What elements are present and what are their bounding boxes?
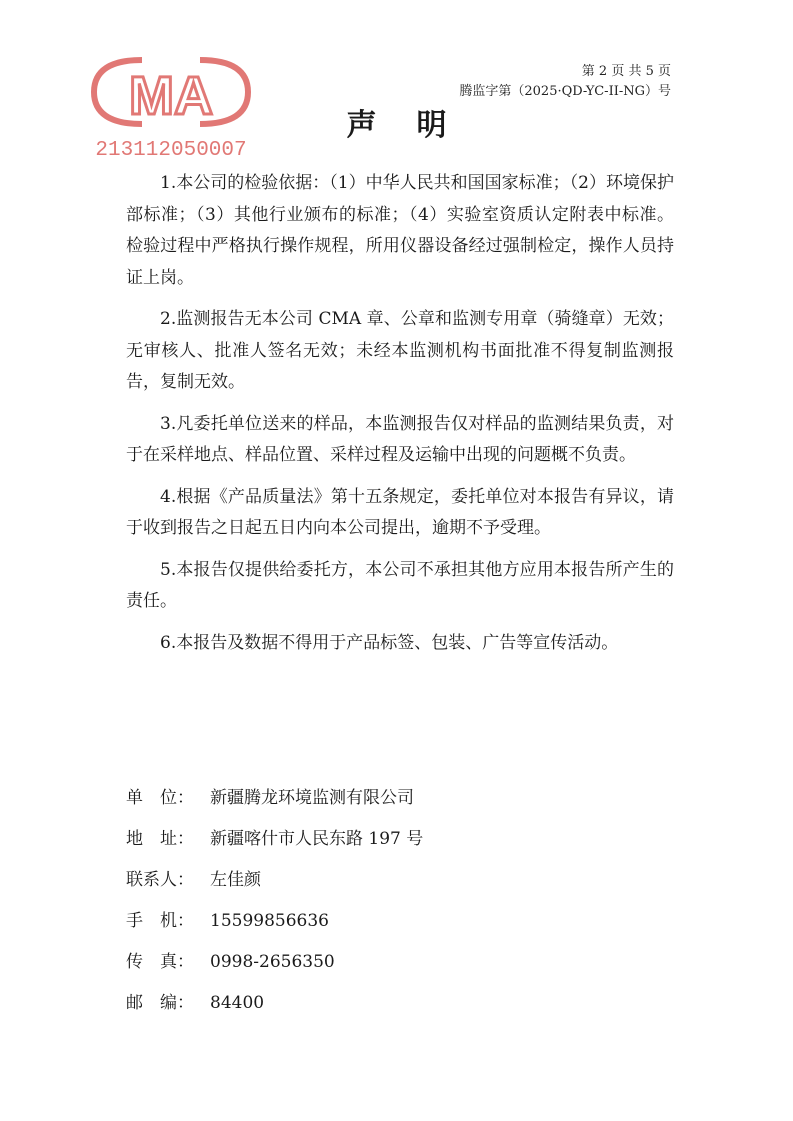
contact-person-row xyxy=(126,860,674,901)
declaration-item-2: 2.监测报告无本公司 CMA 章、公章和监测专用章（骑缝章）无效；无审核人、批准人签名无效；未经本监测机构书面批准不得复制监测报告，复制无效。 xyxy=(126,309,674,392)
contact-fax-value: 0998-2656350 xyxy=(210,952,335,972)
declaration-item-3: 3.凡委托单位送来的样品，本监测报告仅对样品的监测结果负责，对于在采样地点、样品位置、采样过程及运输中出现的问题概不负责。 xyxy=(126,413,674,465)
contact-address-row xyxy=(126,819,674,860)
contact-fax-row xyxy=(126,942,674,983)
contact-address-value: 新疆喀什市人民东路 197 号 xyxy=(210,829,424,849)
contact-person-value: 左佳颜 xyxy=(210,870,261,890)
declaration-item-4: 4.根据《产品质量法》第十五条规定，委托单位对本报告有异议，请于收到报告之日起五日内向本公司提出，逾期不予受理。 xyxy=(126,486,674,538)
contact-unit-row xyxy=(126,778,674,819)
contact-postcode-value: 84400 xyxy=(210,993,265,1013)
contact-phone-value: 15599856636 xyxy=(210,911,329,931)
contact-person-label: 联系人： xyxy=(126,870,194,890)
contact-postcode-row xyxy=(126,983,674,1024)
declaration-body xyxy=(126,168,674,669)
stamp-ma-text: MA xyxy=(129,66,213,126)
contact-postcode-label: 邮 编： xyxy=(126,993,194,1013)
contact-unit-label: 单 位： xyxy=(126,788,194,808)
contact-unit-value: 新疆腾龙环境监测有限公司 xyxy=(210,788,414,808)
contact-phone-row xyxy=(126,901,674,942)
report-number: 腾监字第（2025·QD-YC-II-NG）号 xyxy=(459,84,671,99)
declaration-item-6: 6.本报告及数据不得用于产品标签、包装、广告等宣传活动。 xyxy=(160,632,619,653)
contact-fax-label: 传 真： xyxy=(126,952,194,972)
page-number: 第 2 页 共 5 页 xyxy=(581,64,671,79)
contact-info xyxy=(126,778,674,1024)
page-title: 声明 xyxy=(346,108,487,143)
contact-phone-label: 手 机： xyxy=(126,911,194,931)
contact-address-label: 地 址： xyxy=(126,829,194,849)
declaration-item-1: 1.本公司的检验依据：（1）中华人民共和国国家标准；（2）环境保护部标准；（3）其他行业颁布的标准；（4）实验室资质认定附表中标准。检验过程中严格执行操作规程，所用仪器设备经过强制检定，操作人员持证上岗。 xyxy=(126,173,674,288)
declaration-item-5: 5.本报告仅提供给委托方，本公司不承担其他方应用本报告所产生的责任。 xyxy=(126,559,674,611)
stamp-number: 213112050007 xyxy=(95,139,247,162)
page-header xyxy=(459,62,671,102)
